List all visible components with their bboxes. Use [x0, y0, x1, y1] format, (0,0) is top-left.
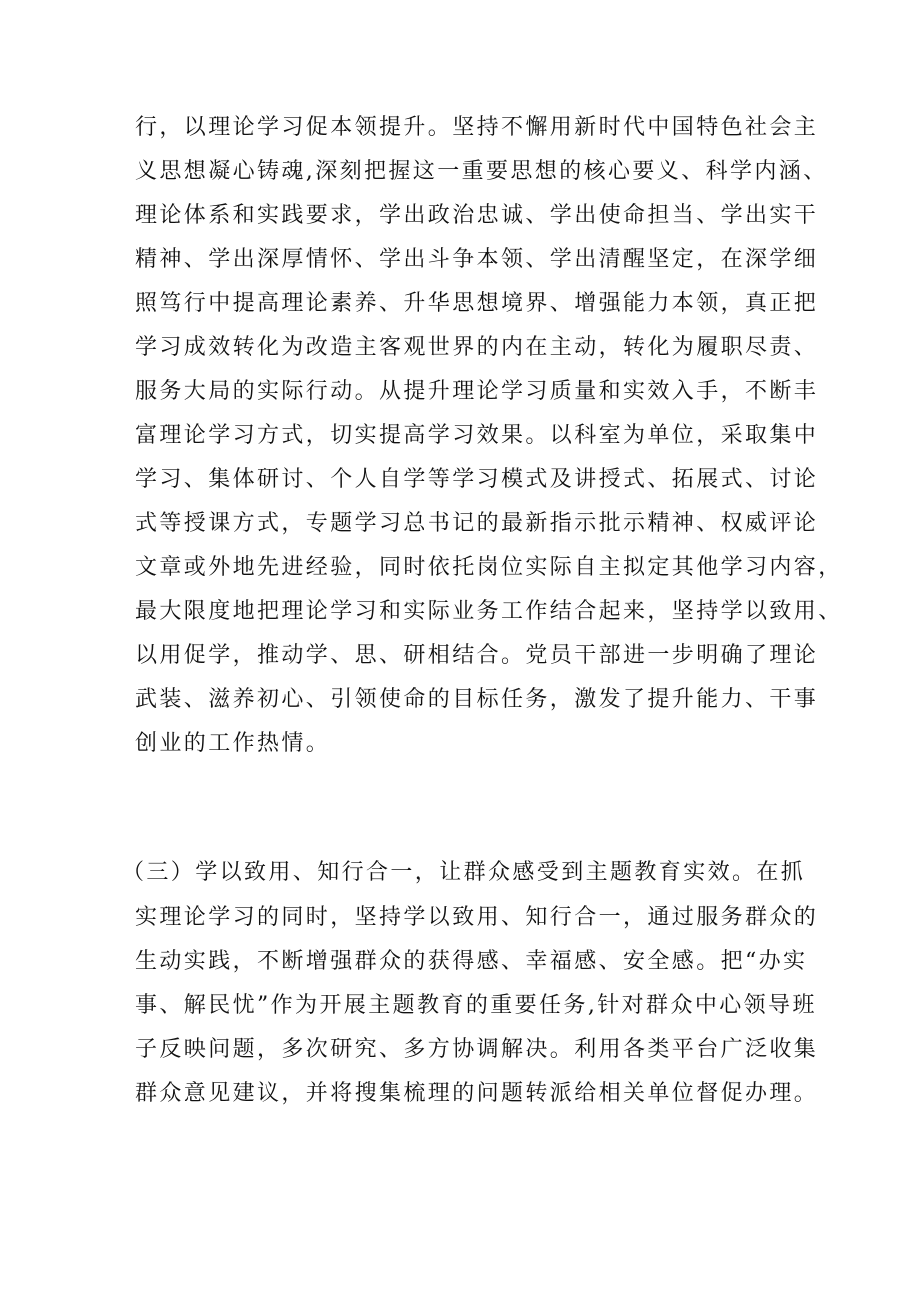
paragraph-2-line-6: 群众意见建议，并将搜集梳理的问题转派给相关单位督促办理。 [135, 1081, 819, 1106]
paragraph-2-line-1: （三）学以致用、知行合一，让群众感受到主题教育实效。在抓 [122, 860, 806, 885]
paragraph-1-line-10: 式等授课方式，专题学习总书记的最新指示批示精神、权威评论 [135, 511, 819, 536]
paragraph-2-line-2: 实理论学习的同时，坚持学以致用、知行合一，通过服务群众的 [135, 905, 819, 930]
paragraph-1-line-11: 文章或外地先进经验，同时依托岗位实际自主拟定其他学习内容， [135, 555, 843, 580]
paragraph-1-line-7: 服务大局的实际行动。从提升理论学习质量和实效入手，不断丰 [135, 379, 819, 404]
paragraph-1-line-2: 义思想凝心铸魂,深刻把握这一重要思想的核心要义、科学内涵、 [135, 159, 828, 184]
paragraph-2-line-5: 子反映问题，多次研究、多方协调解决。利用各类平台广泛收集 [135, 1037, 819, 1062]
paragraph-1-line-12: 最大限度地把理论学习和实际业务工作结合起来，坚持学以致用、 [135, 599, 843, 624]
paragraph-1-line-13: 以用促学，推动学、思、研相结合。党员干部进一步明确了理论 [135, 643, 819, 668]
paragraph-1-line-4: 精神、学出深厚情怀、学出斗争本领、学出清醒坚定，在深学细 [135, 247, 819, 272]
paragraph-2-line-4: 事、解民忧”作为开展主题教育的重要任务,针对群众中心领导班 [135, 993, 817, 1018]
paragraph-1-line-9: 学习、集体研讨、个人自学等学习模式及讲授式、拓展式、讨论 [135, 467, 819, 492]
paragraph-1-line-3: 理论体系和实践要求，学出政治忠诚、学出使命担当、学出实干 [135, 203, 819, 228]
paragraph-1-line-1: 行，以理论学习促本领提升。坚持不懈用新时代中国特色社会主 [135, 115, 819, 140]
paragraph-1-line-6: 学习成效转化为改造主客观世界的内在主动，转化为履职尽责、 [135, 335, 819, 360]
paragraph-2-line-3: 生动实践，不断增强群众的获得感、幸福感、安全感。把“办实 [135, 949, 808, 974]
paragraph-1-line-8: 富理论学习方式，切实提高学习效果。以科室为单位，采取集中 [135, 423, 819, 448]
paragraph-1-line-5: 照笃行中提高理论素养、升华思想境界、增强能力本领，真正把 [135, 291, 819, 316]
paragraph-1-line-15: 创业的工作热情。 [135, 731, 331, 756]
paragraph-1-line-14: 武装、滋养初心、引领使命的目标任务，激发了提升能力、干事 [135, 687, 819, 712]
